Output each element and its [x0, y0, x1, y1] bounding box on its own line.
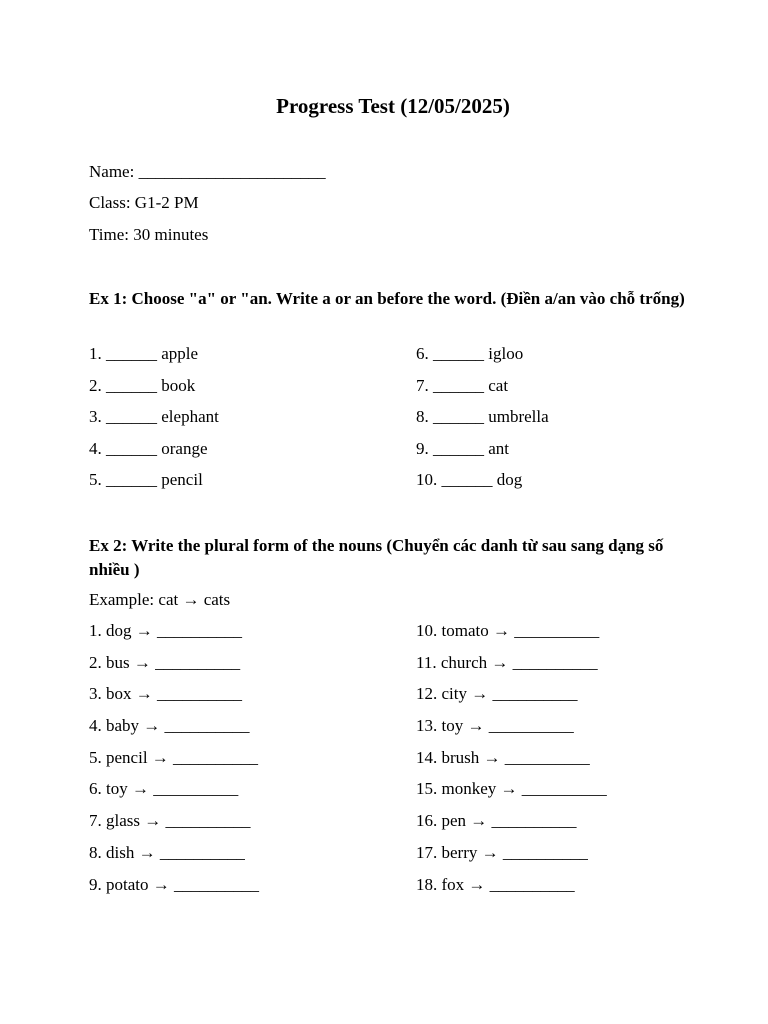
exercise-2-item: 17. berry → __________	[416, 842, 588, 862]
class-line: Class: G1-2 PM	[89, 193, 199, 212]
exercise-2-item: 7. glass → __________	[89, 811, 251, 831]
exercise-2-item: 18. fox → __________	[416, 874, 575, 894]
exercise-1-item: 9. ______ ant	[416, 438, 510, 458]
exercise-1-item: 10. ______ dog	[416, 470, 523, 490]
exercise-1-item: 3. ______ elephant	[89, 407, 219, 427]
exercise-1-item: 2. ______ book	[89, 375, 196, 395]
exercise-1-item: 4. ______ orange	[89, 438, 208, 458]
exercise-1-item: 5. ______ pencil	[89, 470, 203, 490]
exercise-2-item: 13. toy → __________	[416, 716, 574, 736]
exercise-2-item: 1. dog → __________	[89, 621, 242, 640]
exercise-1-item: 8. ______ umbrella	[416, 407, 549, 427]
exercise-2-example: Example: cat → cats	[89, 590, 231, 609]
name-line: Name: ______________________	[89, 162, 326, 181]
exercise-2-item: 12. city → __________	[416, 684, 578, 704]
exercise-1-left-column	[89, 343, 219, 501]
exercise-2-item: 10. tomato → __________	[416, 621, 600, 640]
exercise-2-item: 8. dish → __________	[89, 842, 245, 862]
exercise-1-item: 7. ______ cat	[416, 375, 509, 395]
exercise-1-item: 6. ______ igloo	[416, 344, 524, 363]
exercise-1-right-column	[416, 343, 549, 501]
exercise-2-heading: Ex 2: Write the plural form of the nouns (Chuyển các danh từ sau sang dạng số nhiều )	[89, 536, 664, 579]
exercise-1-heading: Ex 1: Choose "a" or "an. Write a or an before the word. (Điền a/an vào chỗ trống)	[89, 289, 685, 308]
page-title: Progress Test (12/05/2025)	[276, 94, 510, 118]
exercise-2-item: 4. baby → __________	[89, 716, 250, 736]
exercise-2-item: 5. pencil → __________	[89, 747, 259, 767]
exercise-2-item: 2. bus → __________	[89, 652, 241, 672]
exercise-2-item: 14. brush → __________	[416, 747, 590, 767]
exercise-2-item: 3. box → __________	[89, 684, 242, 704]
exercise-2-item: 11. church → __________	[416, 652, 598, 672]
time-line: Time: 30 minutes	[89, 225, 209, 244]
exercise-2-item: 15. monkey → __________	[416, 779, 607, 799]
exercise-2-item: 9. potato → __________	[89, 874, 259, 894]
exercise-2-item: 6. toy → __________	[89, 779, 239, 799]
exercise-2-right-column	[416, 620, 607, 905]
exercise-2-left-column	[89, 620, 259, 905]
exercise-2-item: 16. pen → __________	[416, 811, 577, 831]
exercise-1-item: 1. ______ apple	[89, 344, 199, 363]
